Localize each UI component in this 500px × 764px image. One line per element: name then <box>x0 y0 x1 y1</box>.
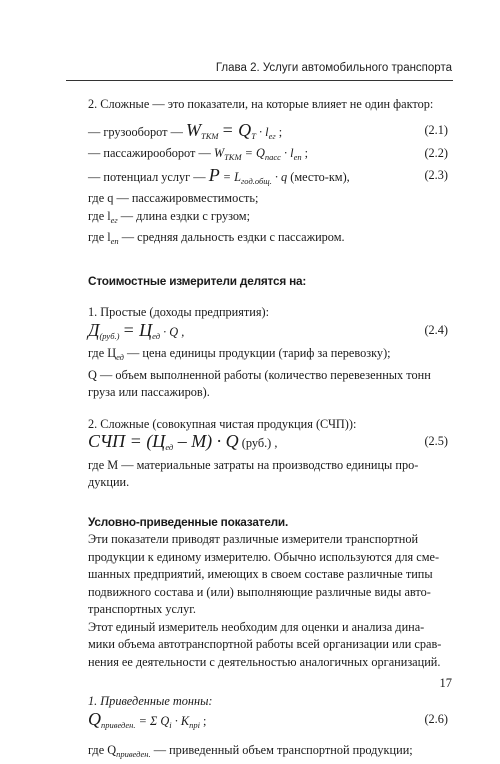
page-number: 17 <box>439 676 452 690</box>
page-body <box>88 96 448 764</box>
formula-2-6: $Q_{приведен.} = \Sigma$ $Q_i \cdot K_{прi}$ ; (2.6) <box>88 708 448 730</box>
definition-q: где q — пассажировместимость; <box>88 191 259 205</box>
paragraph-1-line3: шанных предприятий, имеющих в своем составе различные типы <box>88 567 433 581</box>
formula-2-3: — потенциал услуг — $P = L_{год.общ.} \cdot q$ (место-км), (2.3) <box>88 164 448 186</box>
formula-2-2: — пассажирооборот — $W_{ТКМ} = Q_{пасс} \cdot l_{еп}$ ; (2.2) <box>88 146 448 162</box>
equation-number: (2.4) <box>424 322 448 337</box>
formula-2-1: — грузооборот — $W_{ТКМ} = Q_Т \cdot l_{ег}$ ; (2.1) <box>88 119 448 141</box>
paragraph-1-line2: продукции к единому измерителю. Обычно используются для сме- <box>88 549 440 564</box>
header-rule <box>66 80 453 81</box>
definition-materials-line1: где М — материальные затраты на производство единицы про- <box>88 457 419 472</box>
definition-reduced-volume: где $Q_{приведен.}$ — приведенный объем транспортной продукции; <box>88 743 413 759</box>
definition-volume-line1: Q — объем выполненной работы (количество перевезенных тонн <box>88 367 431 382</box>
running-header <box>0 0 500 88</box>
equation-number: (2.2) <box>424 146 448 160</box>
paragraph-2-line3: нения ее деятельности с деятельностью аналогичных организаций. <box>88 654 441 669</box>
definition-price: где $Ц_{ед}$ — цена единицы продукции (тариф за перевозку); <box>88 346 391 362</box>
cost-measures-heading: Стоимостные измерители делятся на: <box>88 273 307 288</box>
chapter-title: Глава 2. Услуги автомобильного транспорта <box>215 62 452 74</box>
paragraph-1-line5: транспортных услуг. <box>88 602 196 616</box>
paragraph-1-line1: Эти показатели приводят различные измерители транспортной <box>88 532 419 546</box>
reduced-tons-intro: 1. Приведенные тонны: <box>88 694 213 708</box>
paragraph-2-line2: мики объема автотранспортной работы всей организации или срав- <box>88 637 442 651</box>
equation-number: (2.6) <box>424 711 448 726</box>
reduced-indicators-heading: Условно-приведенные показатели. <box>88 514 289 529</box>
formula-2-5: СЧП = $(Ц_{ед} - М) \cdot Q$ (руб.) , (2.5) <box>88 431 448 452</box>
equation-number: (2.1) <box>424 122 448 137</box>
paragraph-2-line1: Этот единый измеритель необходим для оценки и анализа дина- <box>88 619 425 634</box>
simple-measures-intro: 1. Простые (доходы предприятия): <box>88 305 270 319</box>
equation-number: (2.3) <box>424 167 448 182</box>
formula-2-4: $Д_{(руб.)} = Ц_{ед} \cdot Q$ , (2.4) <box>88 319 448 341</box>
complex-indicators-intro: 2. Сложные — это показатели, на которые влияет не один фактор: <box>88 97 434 111</box>
definition-leg: где $l_{ег}$ — длина ездки с грузом; <box>88 208 251 225</box>
complex-measures-intro: 2. Сложные (совокупная чистая продукция (СЧП)): <box>88 416 357 431</box>
definition-materials-line2: дукции. <box>88 475 130 489</box>
equation-number: (2.5) <box>424 434 448 448</box>
paragraph-1-line4: подвижного состава и (или) выполняющие различные виды авто- <box>88 584 431 599</box>
definition-volume-line2: груза или пассажиров). <box>88 385 210 399</box>
definition-lep: где $l_{еп}$ — средняя дальность ездки с пассажиром. <box>88 230 345 246</box>
